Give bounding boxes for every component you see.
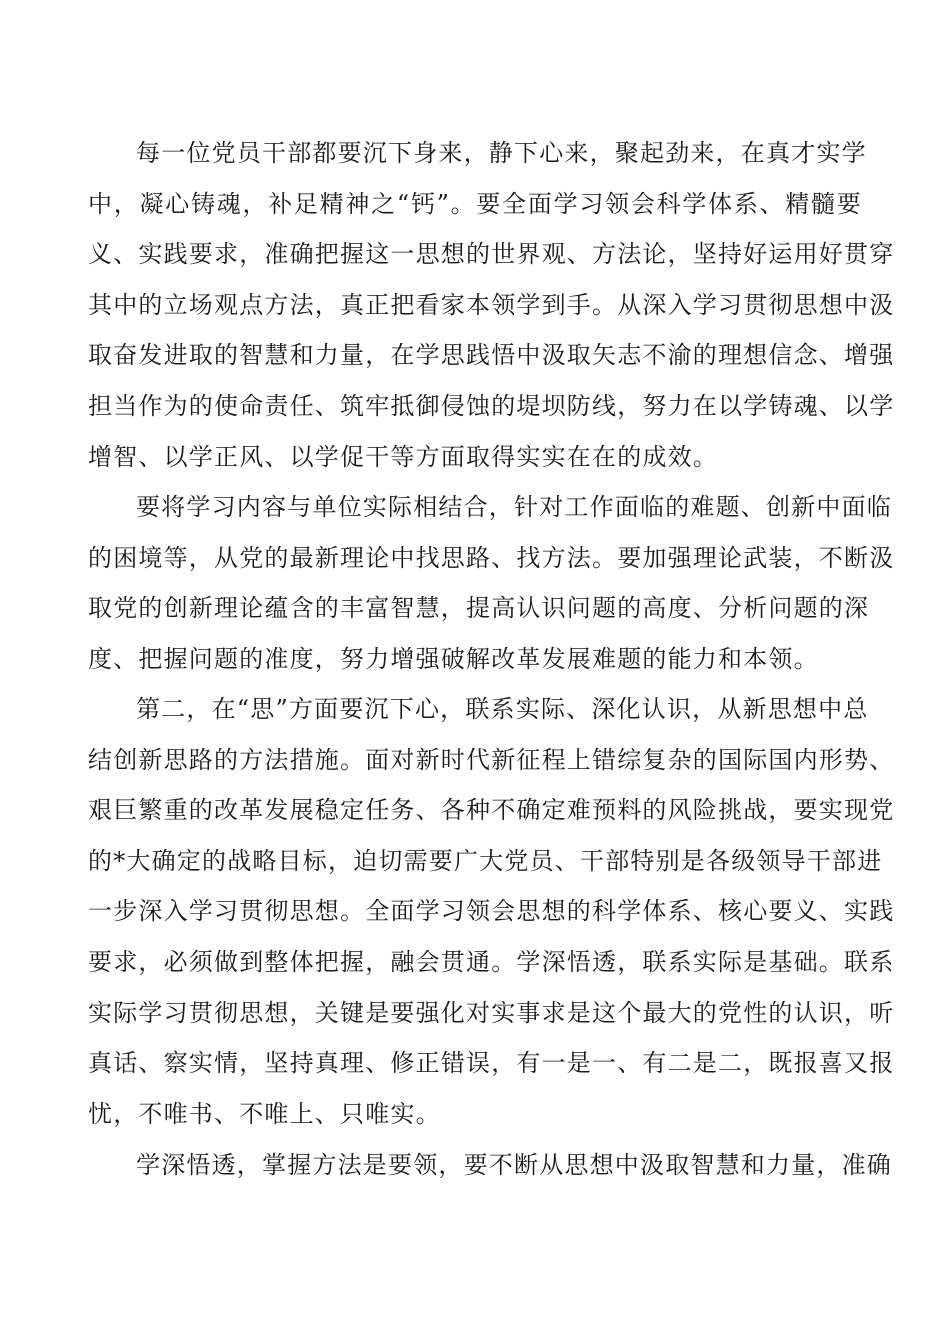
paragraph-line: 其中的立场观点方法，真正把看家本领学到手。从深入学习贯彻思想中汲 [88,290,895,319]
paragraph-line: 一步深入学习贯彻思想。全面学习领会思想的科学体系、核心要义、实践 [88,897,895,926]
paragraph-line: 担当作为的使命责任、筑牢抵御侵蚀的堤坝防线，努力在以学铸魂、以学 [88,391,895,420]
paragraph-4 [88,1140,892,1191]
paragraph-line: 艰巨繁重的改革发展稳定任务、各种不确定难预料的风险挑战，要实现党 [88,796,895,825]
paragraph-line: 增智、以学正风、以学促干等方面取得实实在在的成效。 [88,442,718,471]
paragraph-line: 要求，必须做到整体把握，融会贯通。学深悟透，联系实际是基础。联系 [88,947,895,976]
paragraph-line: 度、把握问题的准度，努力增强破解改革发展难题的能力和本领。 [88,644,819,673]
paragraph-line: 第二，在“思”方面要沉下心，联系实际、深化认识，从新思想中总 [136,695,869,723]
paragraph-line: 忧，不唯书、不唯上、只唯实。 [88,1099,441,1128]
paragraph-line: 真话、察实情，坚持真理、修正错误，有一是一、有二是二，既报喜又报 [88,1049,895,1078]
paragraph-line: 取党的创新理论蕴含的丰富智慧，提高认识问题的高度、分析问题的深 [88,594,870,623]
paragraph-1 [88,128,895,482]
paragraph-line: 学深悟透，掌握方法是要领，要不断从思想中汲取智慧和力量，准确 [136,1151,892,1179]
paragraph-line: 的困境等，从党的最新理论中找思路、找方法。要加强理论武装，不断汲 [88,543,895,572]
paragraph-line: 每一位党员干部都要沉下身来，静下心来，聚起劲来，在真才实学 [136,139,867,167]
paragraph-line: 的*大确定的战略目标，迫切需要广大党员、干部特别是各级领导干部进 [88,846,883,875]
paragraph-line: 义、实践要求，准确把握这一思想的世界观、方法论，坚持好运用好贯穿 [88,240,895,269]
paragraph-line: 实际学习贯彻思想，关键是要强化对实事求是这个最大的党性的认识，听 [88,998,895,1027]
paragraph-line: 取奋发进取的智慧和力量，在学思践悟中汲取矢志不渝的理想信念、增强 [88,341,895,370]
paragraph-3 [88,684,895,1139]
paragraph-line: 要将学习内容与单位实际相结合，针对工作面临的难题、创新中面临 [136,493,892,521]
paragraph-line: 结创新思路的方法措施。面对新时代新征程上错综复杂的国际国内形势、 [88,745,895,774]
paragraph-2 [88,482,895,684]
paragraph-line: 中，凝心铸魂，补足精神之“钙”。要全面学习领会科学体系、精髓要 [88,189,862,218]
